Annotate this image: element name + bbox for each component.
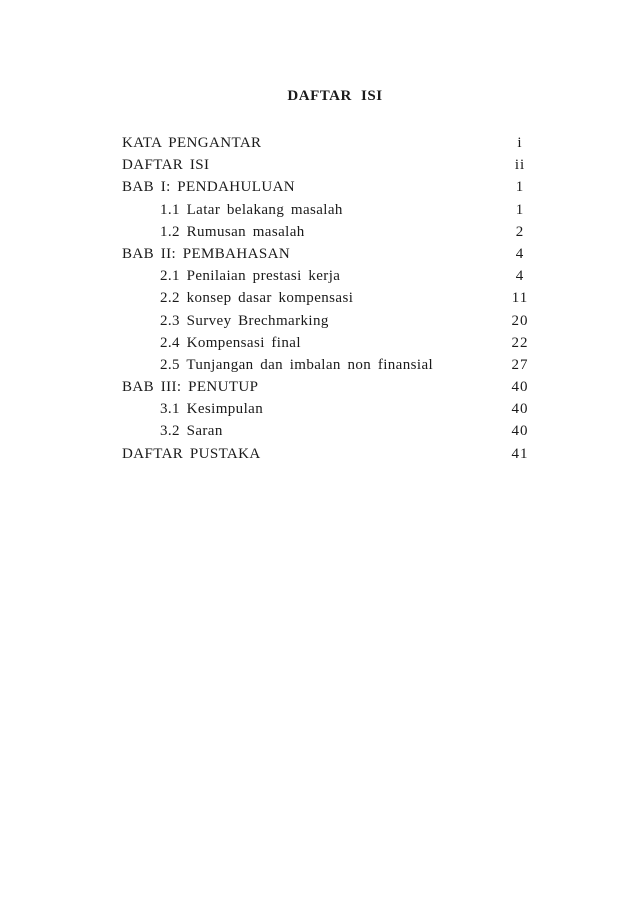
toc-entry-label: 2.3 Survey Brechmarking xyxy=(160,312,329,329)
toc-row xyxy=(122,221,542,243)
toc-row xyxy=(122,376,542,398)
toc-entry-label: BAB II: PEMBAHASAN xyxy=(122,245,291,262)
toc-row xyxy=(122,199,542,221)
toc-entry-page: 4 xyxy=(515,245,525,262)
toc-row xyxy=(122,176,542,198)
toc-entry-page: 27 xyxy=(511,356,529,373)
toc-entry-label: BAB III: PENUTUP xyxy=(122,379,259,396)
toc-entry-page: 4 xyxy=(515,268,525,285)
toc-row xyxy=(122,310,542,332)
toc-entry-label: KATA PENGANTAR xyxy=(122,135,262,151)
toc-entry-label: 3.1 Kesimpulan xyxy=(160,401,264,418)
page-title: DAFTAR ISI xyxy=(287,88,383,104)
toc-row xyxy=(122,132,542,154)
toc-entry-label: DAFTAR PUSTAKA xyxy=(122,445,261,462)
toc-row xyxy=(122,354,542,376)
toc-row xyxy=(122,398,542,420)
toc-entry-page: 40 xyxy=(511,423,529,440)
toc-entry-label: 1.2 Rumusan masalah xyxy=(160,223,305,240)
toc-row xyxy=(122,443,542,465)
toc-entry-page: 1 xyxy=(515,179,525,196)
toc-row xyxy=(122,154,542,176)
toc-row xyxy=(122,265,542,287)
toc-entry-page: 40 xyxy=(511,379,529,396)
toc-list xyxy=(122,132,542,465)
toc-entry-page: 22 xyxy=(511,334,529,351)
toc-entry-label: 2.2 konsep dasar kompensasi xyxy=(160,290,354,307)
toc-entry-page: ii xyxy=(514,157,526,174)
toc-entry-label: BAB I: PENDAHULUAN xyxy=(122,179,296,196)
toc-row xyxy=(122,332,542,354)
toc-entry-label: 2.5 Tunjangan dan imbalan non finansial xyxy=(160,356,434,373)
toc-entry-page: i xyxy=(517,135,523,151)
toc-entry-page: 2 xyxy=(515,223,525,240)
toc-entry-label: 2.1 Penilaian prestasi kerja xyxy=(160,268,341,285)
toc-row xyxy=(122,420,542,442)
toc-entry-label: 3.2 Saran xyxy=(160,423,223,440)
toc-entry-page: 1 xyxy=(515,201,525,218)
toc-entry-page: 41 xyxy=(511,445,529,462)
toc-entry-page: 11 xyxy=(511,290,529,307)
toc-entry-page: 20 xyxy=(511,312,529,329)
toc-entry-label: DAFTAR ISI xyxy=(122,157,210,174)
toc-row xyxy=(122,287,542,309)
toc-entry-page: 40 xyxy=(511,401,529,418)
toc-row xyxy=(122,243,542,265)
toc-entry-label: 1.1 Latar belakang masalah xyxy=(160,201,343,218)
toc-entry-label: 2.4 Kompensasi final xyxy=(160,334,301,351)
